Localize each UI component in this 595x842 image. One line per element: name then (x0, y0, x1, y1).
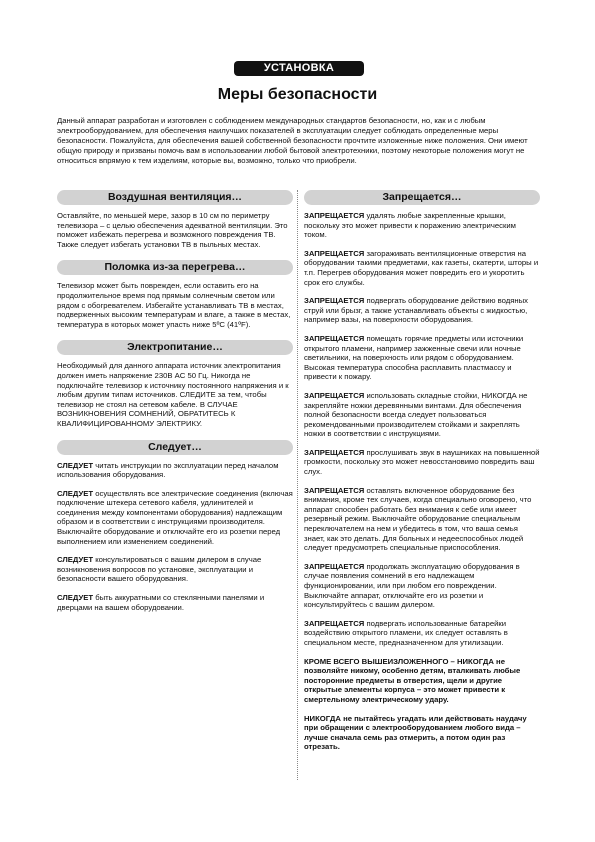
forbidden-item (304, 296, 540, 325)
forbidden-keyword: ЗАПРЕЩАЕТСЯ (304, 296, 365, 306)
forbidden-item-text: подвергать использованные батарейки воздействию открытого пламени, их следует оставлять в специальном месте, предназначенном для утилизации. (304, 618, 508, 647)
forbidden-item (304, 619, 540, 648)
should-item (57, 593, 293, 612)
forbidden-item-text: загораживать вентиляционные отверстия на оборудовании такими предметами, как газеты, скатерти, шторы и т.п. Перегрев оборудования может повредить его и укоротить срок его службы. (304, 248, 539, 287)
forbidden-item (304, 211, 540, 240)
right-column (304, 190, 540, 761)
forbidden-item (304, 448, 540, 477)
forbidden-keyword: ЗАПРЕЩАЕТСЯ (304, 618, 365, 628)
should-item-text: быть аккуратными со стеклянными панелями и дверцами на вашем оборудовании. (57, 593, 265, 612)
intro-paragraph: Данный аппарат разработан и изготовлен с соблюдением международных стандартов безопасности, но, как и с любым электрооборудованием, для обеспечения наилучших показателей в эксплуатации следует соблюдать определенные меры безопасности. Пожалуйста, для обеспечения вашей собственной безопасности прочтите изложенные ниже положения. Они имеют общую природу и призваны помочь вам в использовании любой бытовой электротехники, поэтому некоторые положения могут не относиться впрямую к тем изделиям, которые вы, возможно, только что приобрели. (57, 116, 528, 165)
should-item (57, 489, 293, 547)
forbidden-heading: Запрещается… (304, 190, 540, 205)
warning-guessing: НИКОГДА не пытайтесь угадать или действовать наудачу при обращении с электрооборудованием любого вида – лучше сначала семь раз отмерить, а потом один раз отрезать. (304, 713, 527, 752)
should-keyword: СЛЕДУЕТ (57, 460, 94, 470)
forbidden-item-text: использовать складные стойки, НИКОГДА не закрепляйте ножки деревянными винтами. Для обеспечения полной безопасности всегда следует пользоваться рекомендованными производителем стойками и закреплять ножки в соответствии с инструкциями. (304, 390, 528, 439)
forbidden-keyword: ЗАПРЕЩАЕТСЯ (304, 390, 365, 400)
should-heading: Следует… (57, 440, 293, 455)
should-item-text: читать инструкции по эксплуатации перед началом использования оборудования. (57, 460, 279, 480)
overheat-heading: Поломка из-за перегрева… (57, 260, 293, 275)
forbidden-keyword: ЗАПРЕЩАЕТСЯ (304, 447, 365, 457)
forbidden-keyword: ЗАПРЕЩАЕТСЯ (304, 485, 365, 495)
forbidden-keyword: ЗАПРЕЩАЕТСЯ (304, 211, 365, 220)
forbidden-keyword: ЗАПРЕЩАЕТСЯ (304, 248, 365, 258)
forbidden-item-text: продолжать эксплуатацию оборудования в случае появления сомнений в его надлежащем функционировании, или при любом его повреждении. Выключайте аппарат, отключайте его из розетки и консультируйтесь с вашим дилером. (304, 561, 520, 610)
section-badge: УСТАНОВКА (238, 61, 360, 76)
should-item-text: консультироваться с вашим дилером в случае возникновения вопросов по установке, эксплуатации и безопасности вашего оборудования. (57, 555, 262, 584)
ventilation-heading: Воздушная вентиляция… (57, 190, 293, 205)
forbidden-item-text: оставлять включенное оборудование без внимания, кроме тех случаев, когда специально оговорено, что аппарат способен работать без внимания к себе или имеет резервный режим. Выключайте оборудование специальным переключателем на нем и убедитесь в том, что ваша семья знает, как это делать. Для больных и недееспособных людей следует предусмотреть специальные приспособления. (304, 485, 532, 553)
warning-children: КРОМЕ ВСЕГО ВЫШЕИЗЛОЖЕННОГО – НИКОГДА не позволяйте никому, особенно детям, вталкивать любые посторонние предметы в отверстия, щели и другие открытые элементы корпуса – это может привести к смертельному электрическому удару. (304, 656, 521, 704)
should-item (57, 461, 293, 480)
forbidden-item (304, 562, 540, 610)
forbidden-item-text: подвергать оборудование действию водяных струй или брызг, а также устанавливать объекты с жидкостью, например вазы, на поверхности оборудования. (304, 296, 528, 325)
should-keyword: СЛЕДУЕТ (57, 555, 94, 565)
forbidden-item-text: прослушивать звук в наушниках на повышенной громкости, поскольку это может невосстановимо повредить ваш слух. (304, 447, 540, 477)
power-text: Необходимый для данного аппарата источник электропитания должен иметь напряжение 230В AC 50 Гц. Никогда не подключайте телевизор к источнику постоянного напряжения и к любым другим типам источников. СЛЕДИТЕ за тем, чтобы телевизор не стоял на сетевом кабеле. В СЛУЧАЕ ВОЗНИКНОВЕНИЯ СОМНЕНИЙ, ОБРАТИТЕСЬ К КВАЛИФИЦИРОВАННОМУ ЭЛЕКТРИКУ. (57, 361, 289, 428)
forbidden-item-text: помещать горячие предметы или источники открытого пламени, например зажженные свечи или ночные светильники, на поверхность или рядом с оборудованием. Высокая температура способна расплавить пластмассу и привести к пожару. (304, 333, 524, 382)
forbidden-item (304, 334, 540, 382)
column-divider (297, 190, 298, 780)
page-title: Меры безопасности (217, 86, 378, 103)
should-keyword: СЛЕДУЕТ (57, 488, 94, 498)
should-keyword: СЛЕДУЕТ (57, 593, 94, 603)
power-heading: Электропитание… (57, 340, 293, 355)
forbidden-item (304, 486, 540, 553)
forbidden-item (304, 391, 540, 439)
forbidden-keyword: ЗАПРЕЩАЕТСЯ (304, 561, 365, 571)
forbidden-item (304, 249, 540, 287)
overheat-text: Телевизор может быть поврежден, если оставить его на продолжительное время под прямым солнечным светом или рядом с обогревателем. Избегайте устанавливать ТВ в местах, подверженных высоким температурам и влаге, а также в местах, температура в которых может упасть ниже 5ºC (41ºF). (57, 281, 291, 329)
forbidden-item-text: удалять любые закрепленные крышки, поскольку это может привести к поражению электрическим током. (304, 211, 516, 240)
left-column (57, 190, 293, 621)
should-item (57, 555, 293, 584)
ventilation-text: Оставляйте, по меньшей мере, зазор в 10 см по периметру телевизора – с целью обеспечения адекватной вентиляции. Это поможет избежать перегрева и возможного повреждения ТВ. Также следует избегать установки ТВ в пыльных местах. (57, 211, 288, 249)
should-item-text: осуществлять все электрические соединения (включая подключение штекера сетевого кабеля, удлинителей и соединения между компонентами оборудования) надлежащим образом и в соответствии с инструкциями производителя. Выключайте оборудование и отключайте его из розетки перед выполнением или изменением соединений. (57, 488, 293, 546)
forbidden-keyword: ЗАПРЕЩАЕТСЯ (304, 333, 365, 343)
